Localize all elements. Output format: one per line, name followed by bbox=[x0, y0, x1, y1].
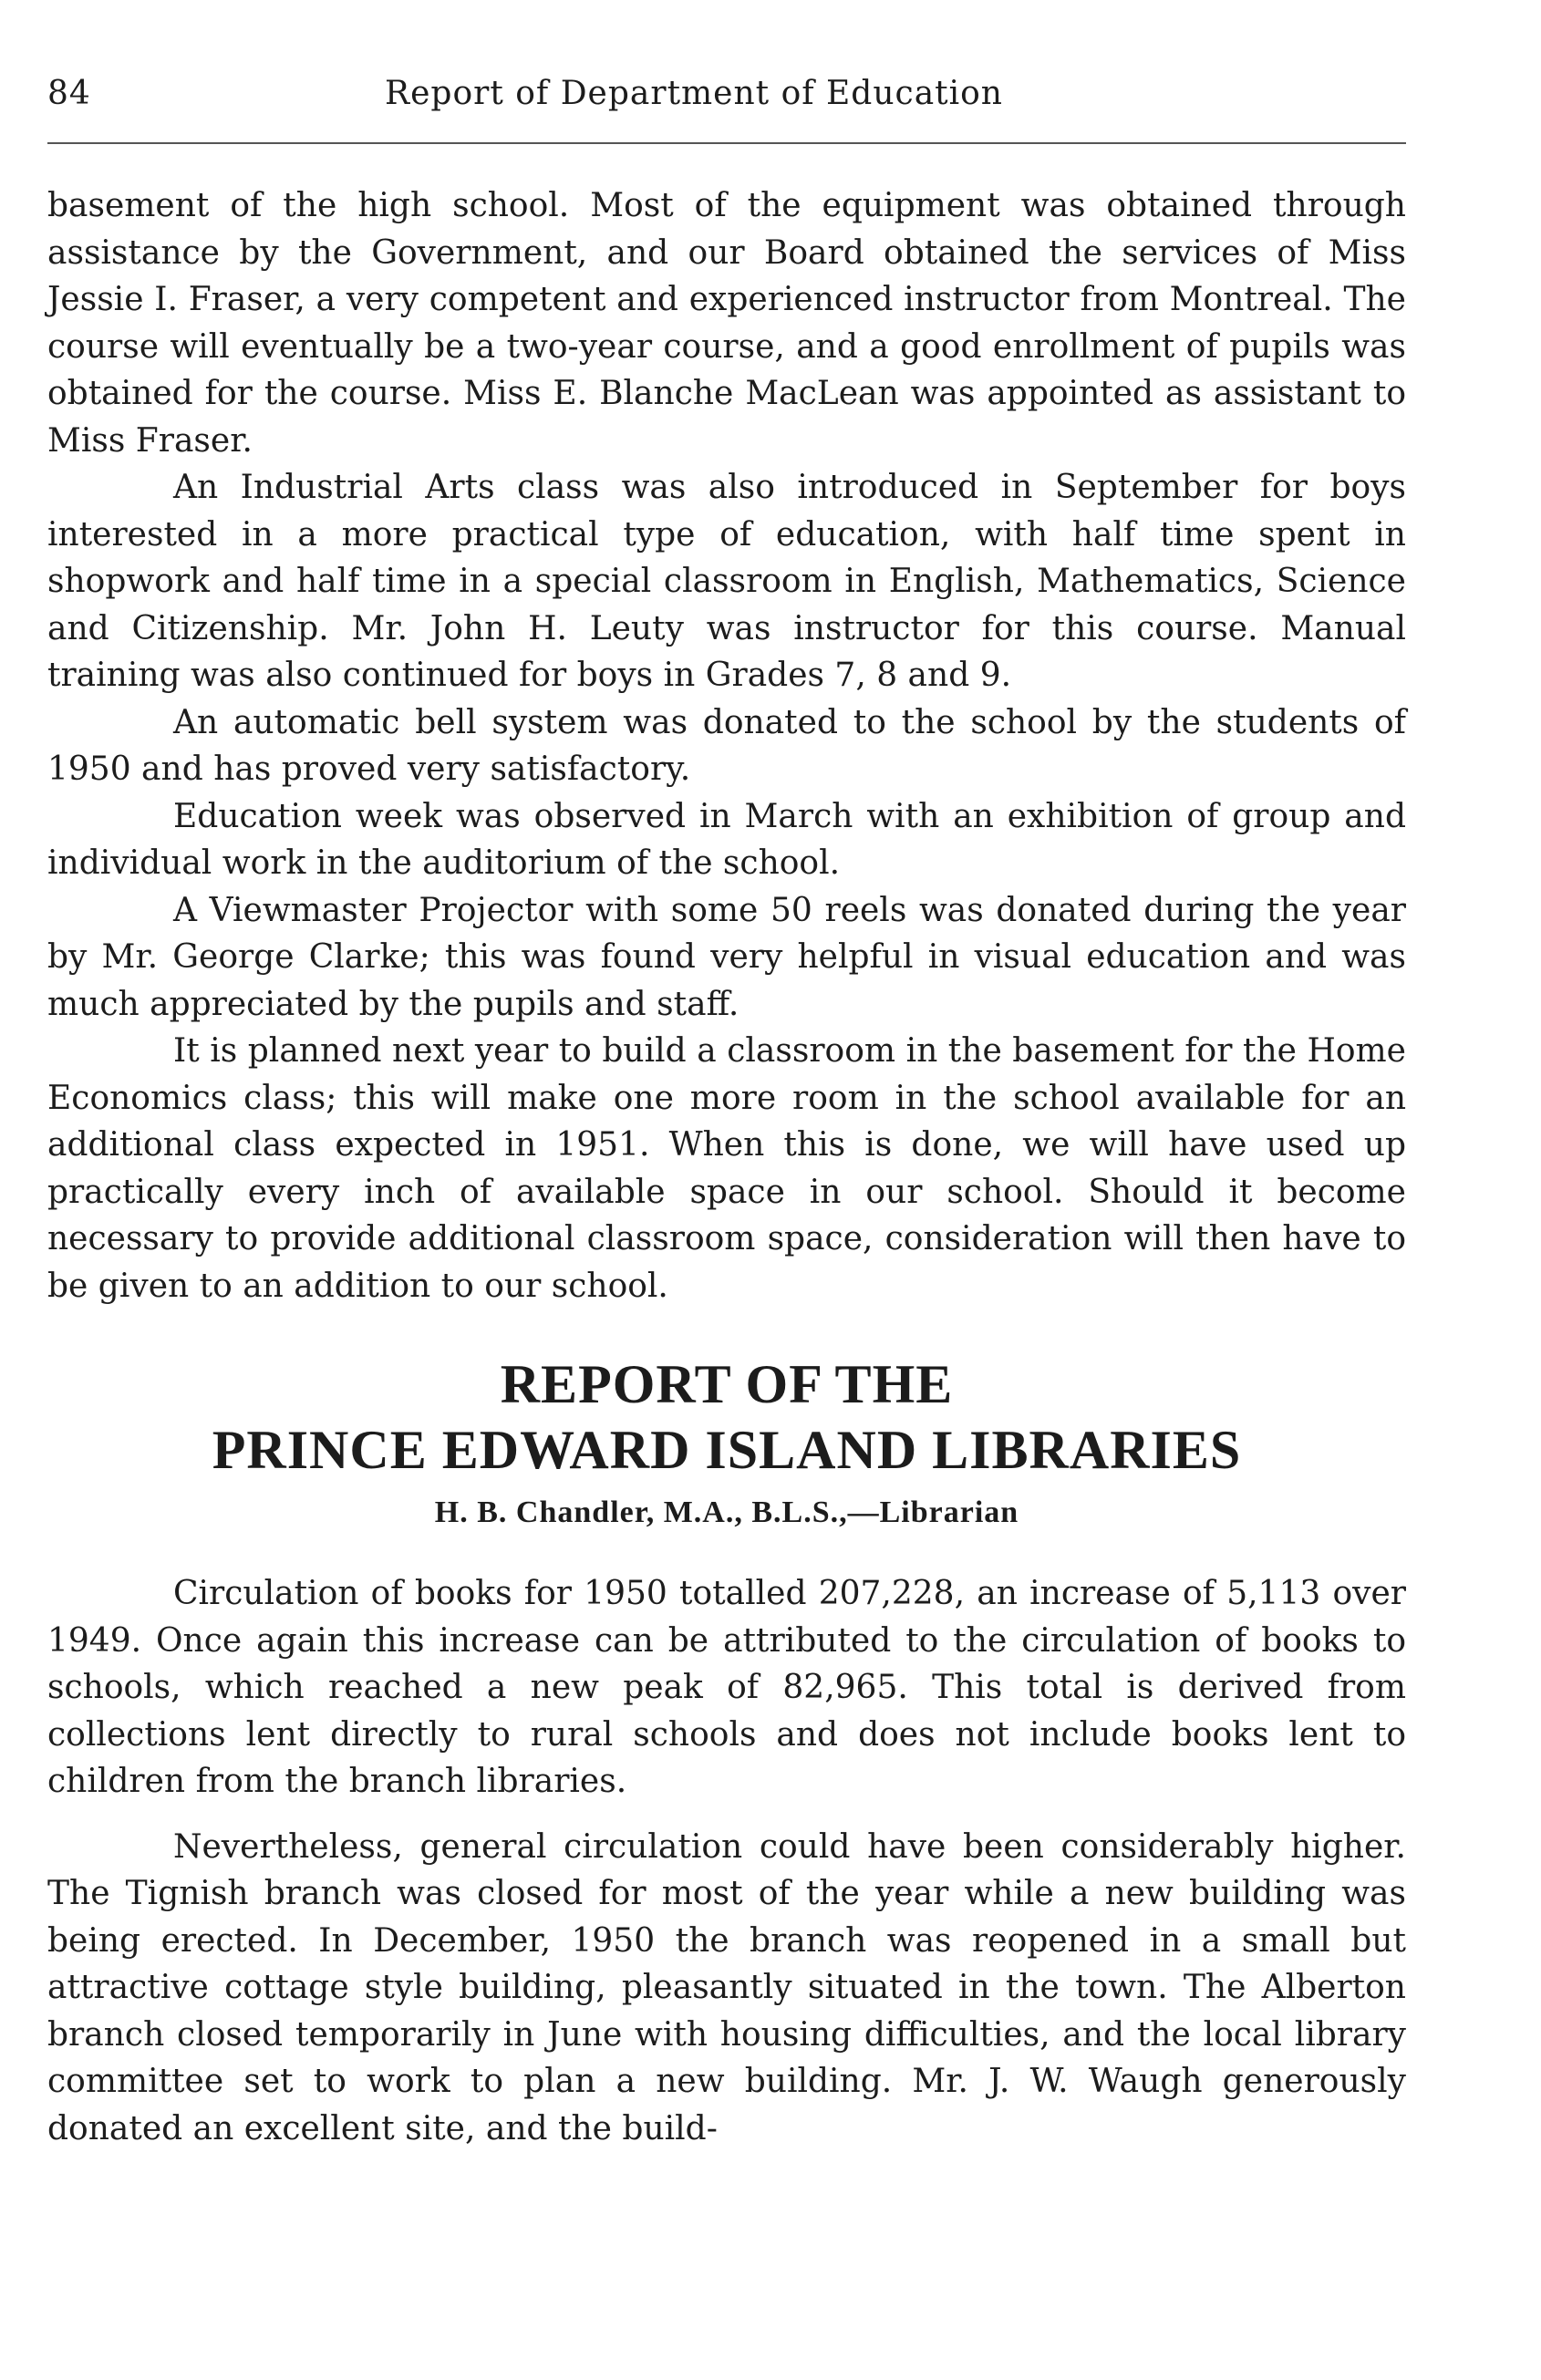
paragraph-continued: basement of the high school. Most of the equipment was obtained through assistance by the Government, and our Board obtained the services of Miss Jessie I. Fraser, a very competent and experienced instructor from Montreal. The course will eventually be a two-year course, and a good enrollment of pupils was obtained for the course. Miss E. Blanche MacLean was appointed as assistant to Miss Fraser. bbox=[47, 187, 1406, 460]
paragraph-future-plans: It is planned next year to build a classroom in the basement for the Home Economics class; this will make one more room in the school available for an additional class expected in 1951. When this is done, we will have used up practically every inch of available space in our school. Should it become necessary to provide additional classroom space, consideration will then have to be given to an addition to our school. bbox=[47, 1032, 1406, 1305]
paragraph-bell-system: An automatic bell system was donated to the school by the students of 1950 and has proved very satisfactory. bbox=[47, 703, 1406, 788]
report-byline: H. B. Chandler, M.A., B.L.S.,—Librarian bbox=[434, 1495, 1019, 1529]
library-section bbox=[47, 1570, 1406, 2152]
page-number: 84 bbox=[47, 75, 91, 112]
report-heading bbox=[47, 1351, 1406, 1483]
paragraph-circulation: Circulation of books for 1950 totalled 207,228, an increase of 5,113 over 1949. Once again this increase can be attributed to the circulation of books to schools, which reached a new peak of 82,965. This total is derived from collections lent directly to rural schools and does not include books lent to children from the branch libraries. bbox=[47, 1575, 1406, 1800]
paragraph-viewmaster: A Viewmaster Projector with some 50 reels was donated during the year by Mr. George Clarke; this was found very helpful in visual education and was much appreciated by the pupils and staff. bbox=[47, 891, 1406, 1023]
education-section bbox=[47, 182, 1406, 1309]
paragraph-branches: Nevertheless, general circulation could have been considerably higher. The Tignish branch was closed for most of the year while a new building was being erected. In December, 1950 the branch was reopened in a small but attractive cottage style building, pleasantly situated in the town. The Alberton branch closed temporarily in June with housing difficulties, and the local library committee set to work to plan a new building. Mr. J. W. Waugh generously donated an excellent site, and the build- bbox=[47, 1827, 1406, 2147]
paragraph-education-week: Education week was observed in March with an exhibition of group and individual work in the auditorium of the school. bbox=[47, 797, 1406, 882]
report-title-line-2: PRINCE EDWARD ISLAND LIBRARIES bbox=[212, 1420, 1242, 1480]
header-rule bbox=[47, 142, 1406, 144]
page-header bbox=[47, 75, 1415, 129]
paragraph-industrial-arts: An Industrial Arts class was also introduced in September for boys interested in a more practical type of education, with half time spent in shopwork and half time in a special classroom in English, Mathematics, Science and Citizenship. Mr. John H. Leuty was instructor for this course. Manual training was also continued for boys in Grades 7, 8 and 9. bbox=[47, 469, 1406, 694]
running-title: Report of Department of Education bbox=[385, 75, 1003, 112]
report-title-line-1: REPORT OF THE bbox=[500, 1354, 954, 1414]
